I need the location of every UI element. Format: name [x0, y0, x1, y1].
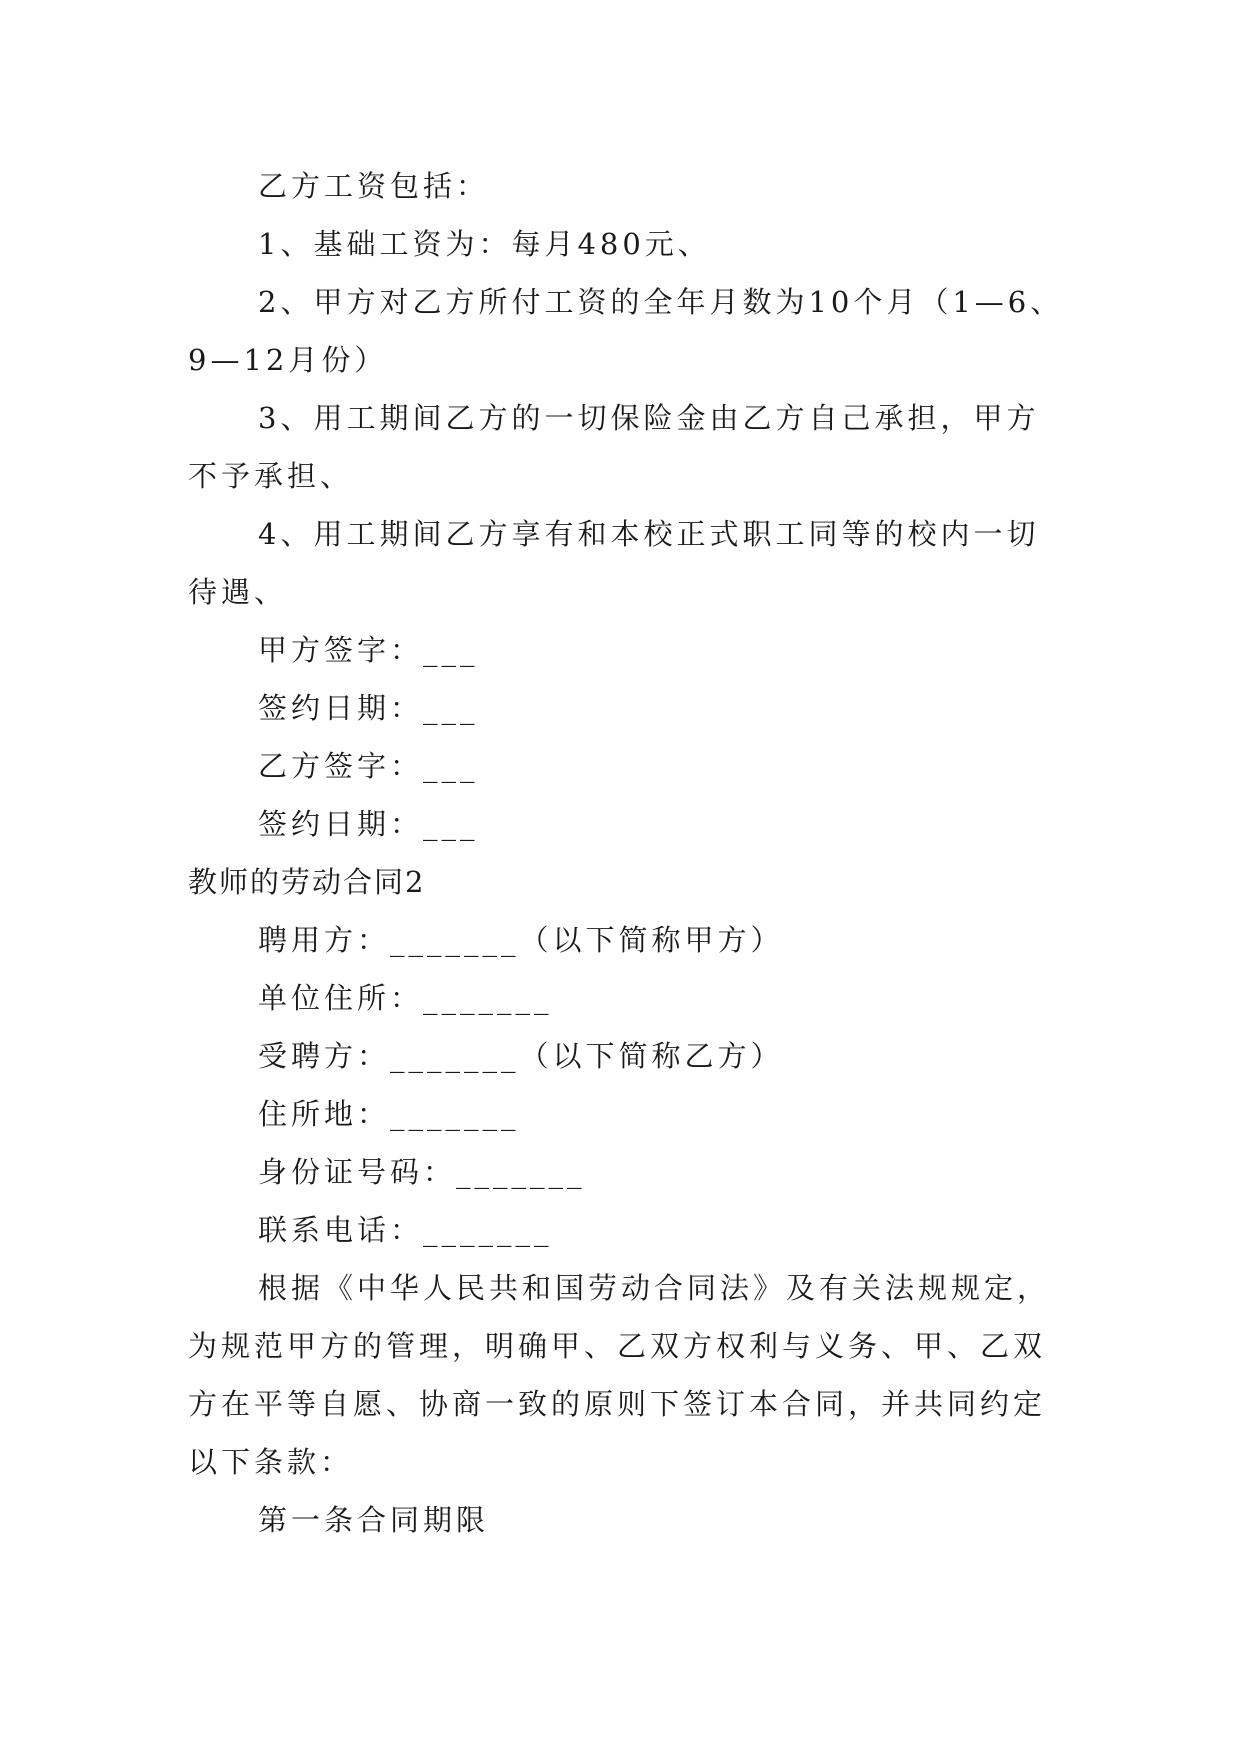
preamble-line-3: 方在平等自愿、协商一致的原则下签订本合同，并共同约定: [188, 1387, 1047, 1421]
preamble-line-1: 根据《中华人民共和国劳动合同法》及有关法规规定，: [258, 1271, 1051, 1305]
employee-address-field: 住所地：_______: [258, 1097, 520, 1131]
party-b-sign-date: 签约日期：___: [258, 807, 479, 841]
article-1-heading: 第一条合同期限: [258, 1503, 490, 1537]
phone-field: 联系电话：_______: [258, 1213, 553, 1247]
clause-4-line-1: 4、用工期间乙方享有和本校正式职工同等的校内一切: [258, 517, 1040, 551]
preamble-line-2: 为规范甲方的管理，明确甲、乙双方权利与义务、甲、乙双: [188, 1329, 1047, 1363]
employer-address-field: 单位住所：_______: [258, 981, 553, 1015]
party-b-signature: 乙方签字：___: [258, 749, 479, 783]
salary-intro: 乙方工资包括：: [258, 169, 490, 203]
clause-2-line-2: 9—12月份）: [188, 343, 388, 377]
clause-2-line-1: 2、甲方对乙方所付工资的全年月数为10个月（1—6、: [258, 285, 1064, 319]
clause-1: 1、基础工资为：每月480元、: [258, 227, 711, 261]
preamble-line-4: 以下条款：: [188, 1445, 354, 1479]
id-number-field: 身份证号码：_______: [258, 1155, 586, 1189]
clause-3-line-1: 3、用工期间乙方的一切保险金由乙方自己承担，甲方: [258, 401, 1040, 435]
employee-field: 受聘方：_______（以下简称乙方）: [258, 1039, 784, 1073]
party-a-sign-date: 签约日期：___: [258, 691, 479, 725]
party-a-signature: 甲方签字：___: [258, 633, 479, 667]
clause-4-line-2: 待遇、: [188, 575, 288, 609]
contract-2-heading: 教师的劳动合同2: [188, 865, 426, 899]
clause-3-line-2: 不予承担、: [188, 459, 354, 493]
employer-field: 聘用方：_______（以下简称甲方）: [258, 923, 784, 957]
